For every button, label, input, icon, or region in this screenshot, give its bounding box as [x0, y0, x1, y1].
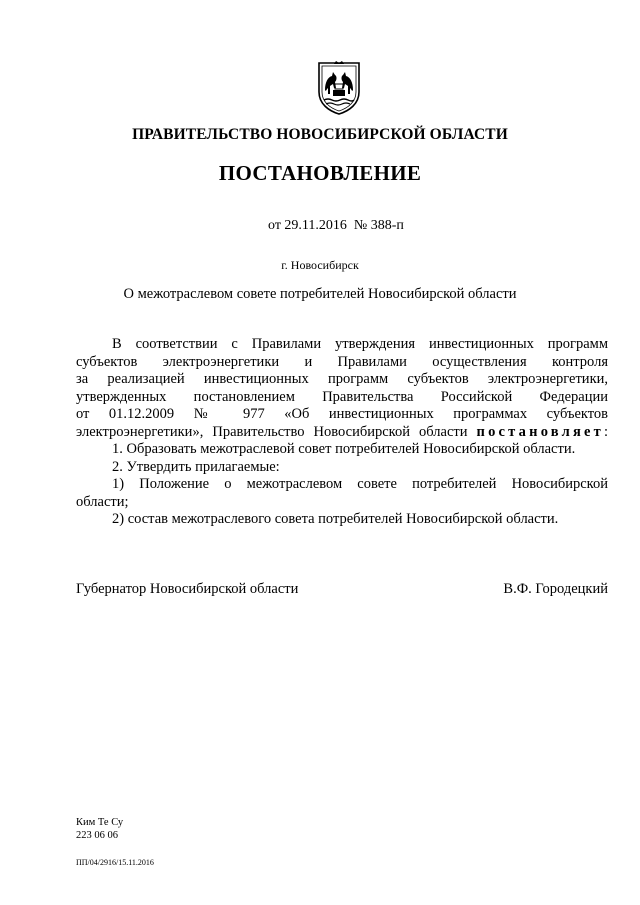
- government-title: ПРАВИТЕЛЬСТВО НОВОСИБИРСКОЙ ОБЛАСТИ: [132, 126, 508, 143]
- reference-code: ПП/04/2916/15.11.2016: [76, 858, 154, 867]
- executor-phone: 223 06 06: [76, 830, 118, 841]
- item-1: 1. Образовать межотраслевой совет потребителей Новосибирской области.: [112, 441, 576, 457]
- item-2-2: 2) состав межотраслевого совета потребителей Новосибирской области.: [112, 511, 559, 527]
- document-subject: О межотраслевом совете потребителей Новосибирской области: [123, 286, 517, 302]
- colon: :: [603, 423, 608, 440]
- item-2-1-line: области;: [76, 493, 129, 510]
- paragraph-line: от 01.12.2009 № 977 «Об инвестиционных программах субъектов: [76, 406, 608, 422]
- city: г. Новосибирск: [281, 258, 359, 272]
- paragraph-line: за реализацией инвестиционных программ субъектов электроэнергетики,: [76, 371, 608, 387]
- signatory-name: В.Ф. Городецкий: [503, 581, 608, 597]
- paragraph-line-last: [76, 424, 608, 442]
- coat-of-arms-icon: [316, 60, 362, 116]
- document-type: ПОСТАНОВЛЕНИЕ: [218, 161, 422, 185]
- decree-verb: постановляет: [476, 423, 604, 440]
- date-and-number: от 29.11.2016 № 388-п: [268, 218, 404, 233]
- paragraph-line: субъектов электроэнергетики и Правилами осуществления контроля: [76, 353, 608, 370]
- paragraph-text: электроэнергетики», Правительство Новосибирской области: [76, 423, 468, 440]
- executor-name: Ким Те Су: [76, 817, 124, 828]
- paragraph-line: В соответствии с Правилами утверждения инвестиционных программ: [112, 336, 608, 352]
- item-2-1-line: 1) Положение о межотраслевом совете потребителей Новосибирской: [112, 476, 608, 492]
- paragraph-line: утвержденных постановлением Правительства Российской Федерации: [76, 388, 608, 405]
- item-2: 2. Утвердить прилагаемые:: [112, 458, 280, 475]
- signatory-title: Губернатор Новосибирской области: [76, 581, 299, 597]
